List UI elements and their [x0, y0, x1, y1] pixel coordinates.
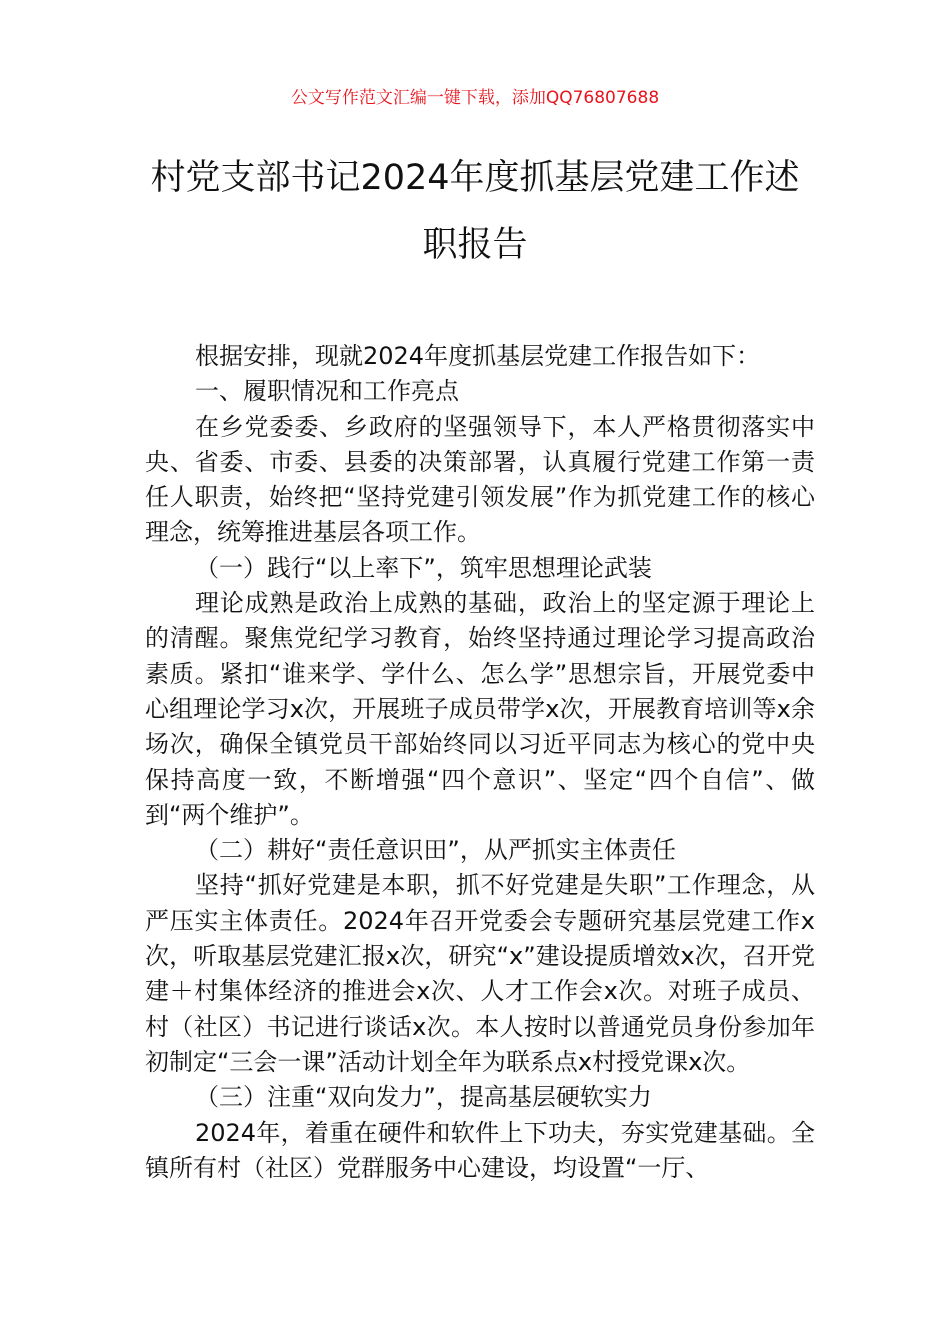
document-title-line2: 职报告 — [422, 225, 528, 265]
subsection-heading-3: （三）注重“双向发力”，提高基层硬软实力 — [195, 1083, 652, 1112]
section-heading-1: 一、履职情况和工作亮点 — [195, 377, 459, 406]
intro-paragraph: 根据安排，现就2024年度抓基层党建工作报告如下： — [195, 342, 761, 370]
download-banner[interactable]: 公文写作范文汇编一键下载，添加QQ76807688 — [290, 88, 660, 108]
body-paragraph: 坚持“抓好党建是本职，抓不好党建是失职”工作理念，从严压实主体责任。2024年召开党委会专题研究基层党建工作x次，听取基层党建汇报x次，研究“x”建设提质增效x次，召开党建＋村集体经济的推进会x次、人才工作会x次。对班子成员、村（社区）书记进行谈话x次。本人按时以普通党员身份参加年初制定“三会一课”活动计划全年为联系点x村授党课x次。 — [145, 871, 815, 1076]
body-paragraph: 2024年，着重在硬件和软件上下功夫，夯实党建基础。全镇所有村（社区）党群服务中心建设，均设置“一厅、 — [145, 1118, 815, 1182]
document-body — [145, 339, 815, 1186]
subsection-heading-2: （二）耕好“责任意识田”，从严抓实主体责任 — [195, 836, 676, 865]
subsection-heading-1: （一）践行“以上率下”，筑牢思想理论武装 — [195, 553, 652, 582]
body-paragraph: 理论成熟是政治上成熟的基础，政治上的坚定源于理论上的清醒。聚焦党纪学习教育，始终坚持通过理论学习提高政治素质。紧扣“谁来学、学什么、怎么学”思想宗旨，开展党委中心组理论学习x次，开展班子成员带学x次，开展教育培训等x余场次，确保全镇党员干部始终同以习近平同志为核心的党中央保持高度一致，不断增强“四个意识”、坚定“四个自信”、做到“两个维护”。 — [145, 589, 815, 829]
body-paragraph: 在乡党委委、乡政府的坚强领导下，本人严格贯彻落实中央、省委、市委、县委的决策部署，认真履行党建工作第一责任人职责，始终把“坚持党建引领发展”作为抓党建工作的核心理念，统筹推进基层各项工作。 — [145, 412, 815, 547]
document-title-line1: 村党支部书记2024年度抓基层党建工作述 — [150, 158, 800, 198]
